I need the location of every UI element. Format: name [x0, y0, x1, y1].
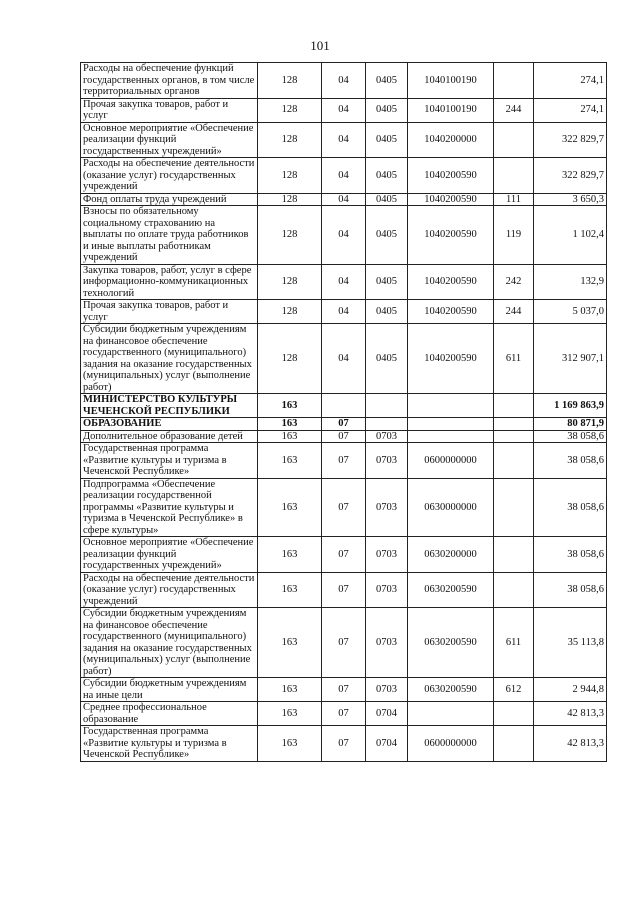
- expense-type-code: [494, 418, 534, 431]
- table-row: [81, 726, 607, 762]
- target-article-code: 1040200590: [408, 193, 494, 206]
- subsection-code: 0704: [366, 726, 408, 762]
- ministry-code: 163: [258, 726, 322, 762]
- section-code: 07: [322, 726, 366, 762]
- row-name: Расходы на обеспечение деятельности (оказание услуг) государственных учреждений: [81, 158, 258, 194]
- expense-type-code: [494, 443, 534, 479]
- section-code: 04: [322, 300, 366, 324]
- row-name: Закупка товаров, работ, услуг в сфере информационно-коммуникационных технологий: [81, 264, 258, 300]
- section-code: 04: [322, 122, 366, 158]
- target-article-code: [408, 418, 494, 431]
- expense-type-code: [494, 702, 534, 726]
- budget-table: [80, 62, 607, 762]
- ministry-code: 163: [258, 537, 322, 573]
- target-article-code: [408, 394, 494, 418]
- ministry-code: 163: [258, 478, 322, 537]
- row-name: Основное мероприятие «Обеспечение реализации функций государственных учреждений»: [81, 537, 258, 573]
- section-code: 07: [322, 478, 366, 537]
- section-code: 04: [322, 158, 366, 194]
- table-row: [81, 300, 607, 324]
- ministry-code: 128: [258, 324, 322, 394]
- row-name: Субсидии бюджетным учреждениям на иные цели: [81, 678, 258, 702]
- table-row: [81, 324, 607, 394]
- expense-type-code: [494, 394, 534, 418]
- amount: 132,9: [534, 264, 607, 300]
- row-name: Государственная программа «Развитие культуры и туризма в Чеченской Республике»: [81, 443, 258, 479]
- amount: 322 829,7: [534, 122, 607, 158]
- target-article-code: 0630200590: [408, 678, 494, 702]
- section-code: 04: [322, 193, 366, 206]
- subsection-code: 0405: [366, 122, 408, 158]
- table-row: [81, 122, 607, 158]
- section-code: 07: [322, 608, 366, 678]
- amount: 3 650,3: [534, 193, 607, 206]
- target-article-code: 1040200590: [408, 158, 494, 194]
- row-name: Основное мероприятие «Обеспечение реализации функций государственных учреждений»: [81, 122, 258, 158]
- subsection-code: 0405: [366, 158, 408, 194]
- row-name: Государственная программа «Развитие культуры и туризма в Чеченской Республике»: [81, 726, 258, 762]
- section-code: 04: [322, 206, 366, 265]
- subsection-code: 0703: [366, 608, 408, 678]
- table-row: [81, 537, 607, 573]
- table-row: [81, 608, 607, 678]
- amount: 274,1: [534, 63, 607, 99]
- subsection-code: [366, 394, 408, 418]
- table-row: [81, 394, 607, 418]
- table-row: [81, 264, 607, 300]
- amount: 80 871,9: [534, 418, 607, 431]
- section-code: 04: [322, 264, 366, 300]
- amount: 312 907,1: [534, 324, 607, 394]
- subsection-code: [366, 418, 408, 431]
- row-name: Дополнительное образование детей: [81, 430, 258, 443]
- row-name: Фонд оплаты труда учреждений: [81, 193, 258, 206]
- expense-type-code: [494, 478, 534, 537]
- amount: 35 113,8: [534, 608, 607, 678]
- expense-type-code: [494, 572, 534, 608]
- expense-type-code: [494, 430, 534, 443]
- subsection-code: 0405: [366, 264, 408, 300]
- expense-type-code: 244: [494, 300, 534, 324]
- ministry-code: 128: [258, 264, 322, 300]
- ministry-code: 128: [258, 158, 322, 194]
- subsection-code: 0405: [366, 193, 408, 206]
- ministry-code: 163: [258, 443, 322, 479]
- ministry-code: 163: [258, 430, 322, 443]
- subsection-code: 0405: [366, 324, 408, 394]
- subsection-code: 0405: [366, 63, 408, 99]
- amount: 1 169 863,9: [534, 394, 607, 418]
- row-name: ОБРАЗОВАНИЕ: [81, 418, 258, 431]
- section-code: 07: [322, 537, 366, 573]
- expense-type-code: [494, 122, 534, 158]
- table-row: [81, 478, 607, 537]
- table-row: [81, 418, 607, 431]
- table-row: [81, 572, 607, 608]
- row-name: Среднее профессиональное образование: [81, 702, 258, 726]
- table-row: [81, 98, 607, 122]
- subsection-code: 0703: [366, 678, 408, 702]
- amount: 38 058,6: [534, 478, 607, 537]
- amount: 274,1: [534, 98, 607, 122]
- table-row: [81, 63, 607, 99]
- expense-type-code: [494, 158, 534, 194]
- target-article-code: 0600000000: [408, 726, 494, 762]
- expense-type-code: 611: [494, 608, 534, 678]
- ministry-code: 163: [258, 702, 322, 726]
- ministry-code: 163: [258, 678, 322, 702]
- table-row: [81, 206, 607, 265]
- row-name: Прочая закупка товаров, работ и услуг: [81, 98, 258, 122]
- section-code: 04: [322, 324, 366, 394]
- table-row: [81, 193, 607, 206]
- target-article-code: 1040200590: [408, 264, 494, 300]
- expense-type-code: [494, 537, 534, 573]
- amount: 38 058,6: [534, 537, 607, 573]
- subsection-code: 0703: [366, 572, 408, 608]
- ministry-code: 128: [258, 206, 322, 265]
- target-article-code: 0630200000: [408, 537, 494, 573]
- expense-type-code: 612: [494, 678, 534, 702]
- section-code: 07: [322, 443, 366, 479]
- row-name: Субсидии бюджетным учреждениям на финансовое обеспечение государственного (муниципального) задания на оказание государственных (муниципальных) услуг (выполнение работ): [81, 608, 258, 678]
- target-article-code: 1040100190: [408, 98, 494, 122]
- ministry-code: 163: [258, 572, 322, 608]
- row-name: Взносы по обязательному социальному страхованию на выплаты по оплате труда работников и иные выплаты работникам учреждений: [81, 206, 258, 265]
- target-article-code: 0600000000: [408, 443, 494, 479]
- amount: 42 813,3: [534, 726, 607, 762]
- section-code: 07: [322, 702, 366, 726]
- ministry-code: 128: [258, 300, 322, 324]
- target-article-code: 0630000000: [408, 478, 494, 537]
- subsection-code: 0704: [366, 702, 408, 726]
- section-code: 04: [322, 98, 366, 122]
- target-article-code: 1040200590: [408, 324, 494, 394]
- amount: 2 944,8: [534, 678, 607, 702]
- subsection-code: 0703: [366, 430, 408, 443]
- target-article-code: [408, 430, 494, 443]
- expense-type-code: 111: [494, 193, 534, 206]
- subsection-code: 0703: [366, 478, 408, 537]
- amount: 38 058,6: [534, 572, 607, 608]
- row-name: Прочая закупка товаров, работ и услуг: [81, 300, 258, 324]
- section-code: 07: [322, 418, 366, 431]
- section-code: [322, 394, 366, 418]
- table-row: [81, 678, 607, 702]
- section-code: 04: [322, 63, 366, 99]
- ministry-code: 163: [258, 394, 322, 418]
- expense-type-code: 242: [494, 264, 534, 300]
- expense-type-code: 611: [494, 324, 534, 394]
- expense-type-code: [494, 63, 534, 99]
- subsection-code: 0405: [366, 206, 408, 265]
- row-name: МИНИСТЕРСТВО КУЛЬТУРЫ ЧЕЧЕНСКОЙ РЕСПУБЛИКИ: [81, 394, 258, 418]
- subsection-code: 0703: [366, 537, 408, 573]
- ministry-code: 128: [258, 63, 322, 99]
- subsection-code: 0703: [366, 443, 408, 479]
- ministry-code: 163: [258, 608, 322, 678]
- target-article-code: 1040200590: [408, 300, 494, 324]
- amount: 38 058,6: [534, 443, 607, 479]
- row-name: Расходы на обеспечение деятельности (оказание услуг) государственных учреждений: [81, 572, 258, 608]
- target-article-code: 0630200590: [408, 572, 494, 608]
- ministry-code: 128: [258, 122, 322, 158]
- table-row: [81, 430, 607, 443]
- expense-type-code: [494, 726, 534, 762]
- section-code: 07: [322, 678, 366, 702]
- ministry-code: 128: [258, 193, 322, 206]
- row-name: Подпрограмма «Обеспечение реализации государственной программы «Развитие культуры и туризма в Чеченской Республике» в сфере культуры»: [81, 478, 258, 537]
- section-code: 07: [322, 430, 366, 443]
- amount: 42 813,3: [534, 702, 607, 726]
- target-article-code: 0630200590: [408, 608, 494, 678]
- row-name: Субсидии бюджетным учреждениям на финансовое обеспечение государственного (муниципального) задания на оказание государственных (муниципальных) услуг (выполнение работ): [81, 324, 258, 394]
- table-row: [81, 702, 607, 726]
- table-row: [81, 158, 607, 194]
- row-name: Расходы на обеспечение функций государственных органов, в том числе территориальных органов: [81, 63, 258, 99]
- subsection-code: 0405: [366, 98, 408, 122]
- subsection-code: 0405: [366, 300, 408, 324]
- target-article-code: 1040200590: [408, 206, 494, 265]
- table-row: [81, 443, 607, 479]
- target-article-code: 1040200000: [408, 122, 494, 158]
- amount: 38 058,6: [534, 430, 607, 443]
- expense-type-code: 119: [494, 206, 534, 265]
- ministry-code: 128: [258, 98, 322, 122]
- target-article-code: 1040100190: [408, 63, 494, 99]
- page-number: 101: [310, 38, 330, 53]
- amount: 5 037,0: [534, 300, 607, 324]
- amount: 322 829,7: [534, 158, 607, 194]
- ministry-code: 163: [258, 418, 322, 431]
- amount: 1 102,4: [534, 206, 607, 265]
- target-article-code: [408, 702, 494, 726]
- expense-type-code: 244: [494, 98, 534, 122]
- section-code: 07: [322, 572, 366, 608]
